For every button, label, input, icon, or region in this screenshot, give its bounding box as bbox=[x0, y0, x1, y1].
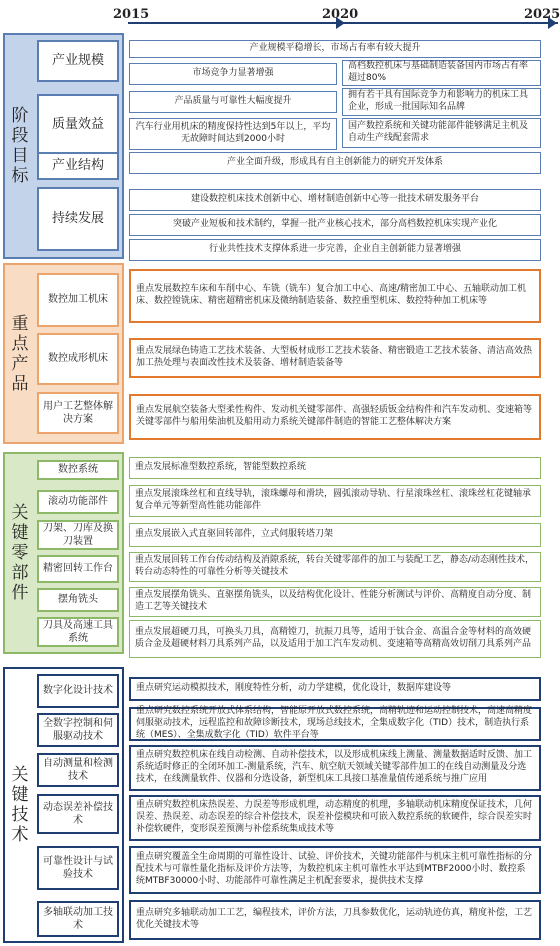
section-key-components bbox=[3, 452, 124, 654]
goal-box: 汽车行业用机床的精度保持性达到5年以上，平均无故障时间达到2000小时 bbox=[129, 118, 337, 150]
component-box: 重点发展超硬刀具，可换头刀具，高精镗刀，抗振刀具等，适用于钛合金、高温合金等材料的高效硬质合金及超硬材料刀具系列产品，以及适用于加工汽车发动机、变速箱等高精高效切削刀具系列产品 bbox=[129, 620, 541, 658]
section-stage-goals bbox=[3, 33, 124, 259]
section-key-products bbox=[3, 263, 124, 444]
product-box: 重点发展绿色铸造工艺技术装备、大型板材成形工艺技术装备、精密锻造工艺技术装备、清洁高效热加工热处理与表面改性技术及装备、增材制造装备等 bbox=[129, 338, 541, 378]
sub-category: 数控成形机床 bbox=[37, 333, 119, 385]
tech-box: 重点研究数控机床热误差、力误差等形成机理，动态精度的机理，多轴联动机床精度保证技术，几何误差、热误差、动态误差的综合补偿技术，误差补偿模块和可嵌入数控系统的软硬件，综合误差实时补偿软硬件，变形误差预测与补偿系统集成技术等 bbox=[129, 795, 541, 841]
timeline-arrow-icon bbox=[548, 17, 557, 29]
component-box: 重点发展嵌入式直驱回转部件，立式伺服转塔刀架 bbox=[129, 523, 541, 547]
sub-category: 刀架、刀库及换刀装置 bbox=[37, 520, 119, 550]
tech-box: 重点研究覆盖全生命周期的可靠性设计、试验、评价技术，关键功能部件与机床主机可靠性指标的分配技术与可靠性量化指标及评价方法等，为数控机床主机可靠性水平达到MTBF2000小时、数控系统MTBF30000小时、功能部件可靠性满足主机配套要求，提供技术支撑 bbox=[129, 846, 541, 894]
goal-box: 建设数控机床技术创新中心、增材制造创新中心等一批技术研发服务平台 bbox=[129, 189, 541, 211]
sub-category: 滚动功能部件 bbox=[37, 490, 119, 514]
section-title: 关键零部件 bbox=[7, 503, 28, 603]
section-key-technologies bbox=[3, 667, 124, 943]
timeline bbox=[0, 0, 560, 30]
sub-category: 数控加工机床 bbox=[37, 273, 119, 327]
sub-category: 摆角铣头 bbox=[37, 588, 119, 612]
goal-box: 产业全面升级，形成具有自主创新能力的研究开发体系 bbox=[129, 152, 541, 174]
sub-category: 刀具及高速工具系统 bbox=[37, 617, 119, 647]
sub-category: 可靠性设计与试验技术 bbox=[37, 846, 119, 890]
sub-category: 动态误差补偿技术 bbox=[37, 794, 119, 834]
year-label: 2015 bbox=[113, 7, 150, 22]
timeline-arrow-icon bbox=[336, 17, 345, 29]
section-title: 重点产品 bbox=[7, 313, 28, 394]
component-box: 重点发展摆角铣头、直驱摆角铣头，以及结构优化设计、性能分析测试与评价、高精度自动分度、制造工艺等关键技术 bbox=[129, 587, 541, 617]
component-box: 重点发展标准型数控系统，智能型数控系统 bbox=[129, 457, 541, 479]
goal-box: 产业规模平稳增长，市场占有率有较大提升 bbox=[129, 40, 541, 58]
sub-category: 精密回转工作台 bbox=[37, 555, 119, 583]
goal-box: 突破产业短板和技术制约，掌握一批产业核心技术，部分高档数控机床实现产业化 bbox=[129, 214, 541, 236]
year-label: 2025 bbox=[524, 7, 560, 22]
tech-box: 重点研究数控机床在线自动检测、自动补偿技术，以及形成机床线上测量、测量数据适时反馈、加工系统适时修正的全闭环加工-测量系统，汽车、航空航天领域关键零部件加工的在线自动测量及分选技术，在线测量软件、仪器和分选设备，新型机床工具接口基准量值传递系统与推广应用 bbox=[129, 745, 541, 791]
component-box: 重点发展回转工作台传动结构及消隙系统，转台关键零部件的加工与装配工艺，静态/动态刚性技术，转台动态特性的可靠性分析等关键技术 bbox=[129, 552, 541, 582]
sub-category: 产业结构 bbox=[37, 152, 119, 180]
sub-category: 用户工艺整体解决方案 bbox=[37, 392, 119, 434]
section-title: 阶段目标 bbox=[7, 106, 28, 186]
sub-category: 数字化设计技术 bbox=[37, 674, 119, 708]
sub-category: 多轴联动加工技术 bbox=[37, 901, 119, 937]
goal-box: 拥有若干具有国际竞争力和影响力的机床工具企业，形成一批国际知名品牌 bbox=[342, 88, 541, 116]
sub-category: 数控系统 bbox=[37, 460, 119, 480]
sub-category: 产业规模 bbox=[37, 40, 119, 82]
tech-box: 重点研究运动模拟技术，刚度特性分析，动力学建模，优化设计，数据库建设等 bbox=[129, 677, 541, 701]
product-box: 重点发展航空装备大型柔性构件、发动机关键零部件、高强轻质钣金结构件和汽车发动机、变速箱等关键零部件与船用柴油机及船用动力系统关键部件制造的智能工艺整体解决方案 bbox=[129, 394, 541, 440]
year-label: 2020 bbox=[322, 7, 359, 22]
section-title: 关键技术 bbox=[7, 765, 28, 845]
goal-box: 高档数控机床与基础制造装备国内市场占有率超过80% bbox=[342, 60, 541, 86]
goal-box: 国产数控系统和关键功能部件能够满足主机及自动生产线配套需求 bbox=[342, 118, 541, 148]
goal-box: 市场竞争力显著增强 bbox=[129, 63, 337, 85]
sub-category: 全数字控制和伺服驱动技术 bbox=[37, 713, 119, 747]
sub-category: 自动测量和检测技术 bbox=[37, 753, 119, 787]
tech-box: 重点研究多轴联动加工工艺，编程技术，评价方法，刀具参数优化，运动轨迹仿真，精度补偿，工艺优化关键技术等 bbox=[129, 900, 541, 940]
sub-category: 持续发展 bbox=[37, 187, 119, 251]
goal-box: 行业共性技术支撑体系进一步完善，企业自主创新能力显著增强 bbox=[129, 239, 541, 261]
tech-box: 重点研究数控系统开放式体系结构，智能原开放式数控系统，高精轨迹和运动控制技术，高速高精度伺服驱动技术，远程监控和故障诊断技术，现场总线技术，全集成数字化（TID）技术，制造执行系统（MES）、全集成数字化（TID）软件平台等 bbox=[129, 707, 541, 741]
goal-box: 产品质量与可靠性大幅度提升 bbox=[129, 91, 337, 113]
product-box: 重点发展数控车床和车削中心、车铣（铣车）复合加工中心、高速/精密加工中心、五轴联动加工机床、数控镗铣床、精密超精密机床及微纳制造装备、数控重型机床、数控特种加工机床等 bbox=[129, 269, 541, 323]
sub-category: 质量效益 bbox=[37, 94, 119, 156]
component-box: 重点发展滚珠丝杠和直线导轨，滚珠螺母和滑块，圆弧滚动导轨、行星滚珠丝杠、滚珠丝杠花键轴承复合单元等新型高性能功能部件 bbox=[129, 485, 541, 517]
